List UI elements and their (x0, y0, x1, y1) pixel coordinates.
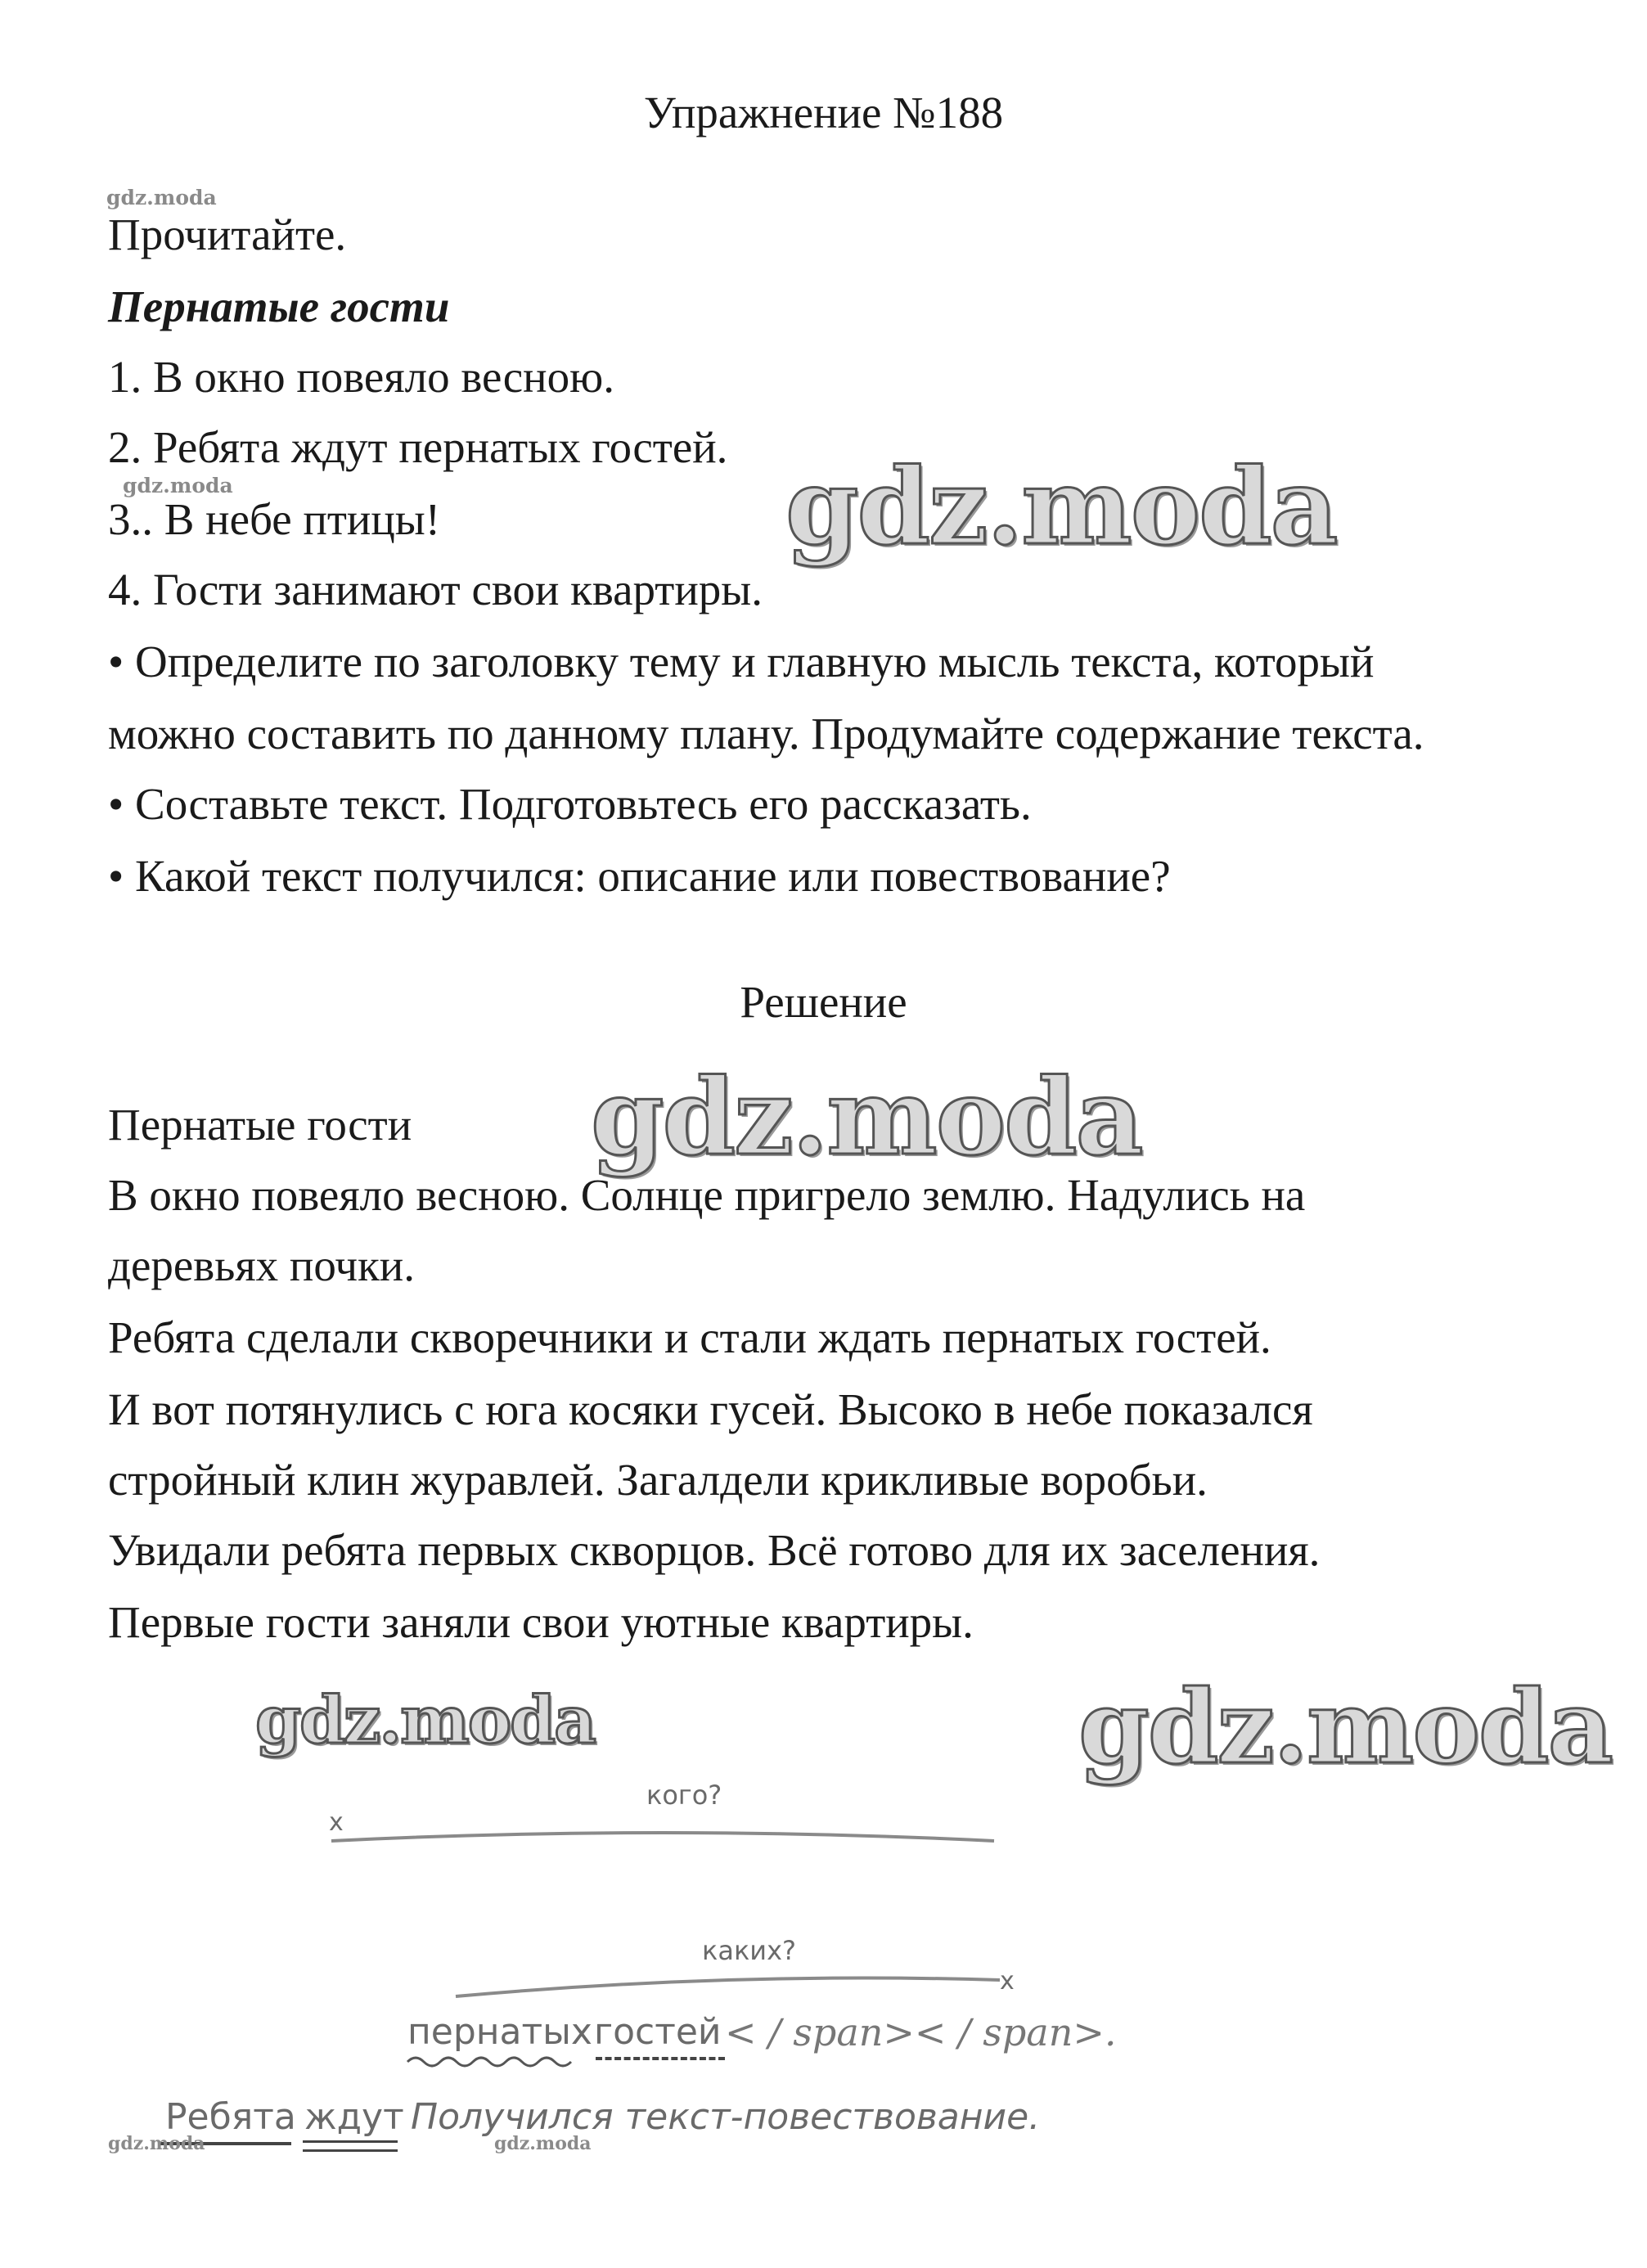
arc-mid (452, 1964, 1008, 2013)
conclusion-text: Получился текст-повествование. (411, 2096, 1041, 2138)
solution-line: стройный клин журавлей. Загалдели крикливые воробьи. (108, 1455, 1208, 1505)
task-bullet: • Определите по заголовку тему и главную мысль текста, который (108, 637, 1375, 686)
task-heading: Пернатые гости (108, 281, 450, 331)
word-gostei: гостей (594, 2011, 722, 2053)
wavy-underline (406, 2052, 573, 2072)
broken-markup-text: < / span>< / span>. (725, 2010, 1117, 2054)
solution-line: Ребята сделали скворечники и стали ждать пернатых гостей. (108, 1312, 1271, 1362)
plan-item: 4. Гости занимают свои квартиры. (108, 565, 763, 614)
task-bullet: • Какой текст получился: описание или повествование? (108, 851, 1171, 901)
watermark-small: gdz.moda (106, 186, 217, 209)
solution-line: деревьях почки. (108, 1240, 415, 1290)
page-title: Упражнение №188 (643, 88, 1004, 137)
plan-item: 3.. В небе птицы! (108, 494, 441, 544)
arc-top (327, 1808, 998, 1857)
question-label-top: кого? (646, 1780, 722, 1811)
watermark-small: gdz.moda (494, 2133, 592, 2154)
watermark-small: gdz.moda (123, 474, 233, 497)
solution-label: Решение (740, 977, 907, 1027)
x-mark-mid: x (1000, 1967, 1015, 1996)
x-mark-top: x (329, 1808, 344, 1837)
watermark-small: gdz.moda (108, 2133, 205, 2154)
word-rebyata: Ребята (165, 2096, 296, 2138)
solution-line: Первые гости заняли свои уютные квартиры. (108, 1597, 974, 1647)
solution-line: В окно повеяло весною. Солнце пригрело землю. Надулись на (108, 1170, 1306, 1220)
task-bullet: • Составьте текст. Подготовьтесь его рассказать. (108, 779, 1032, 829)
watermark-large: gdz.moda (1078, 1668, 1612, 1787)
watermark-large: gdz.moda (255, 1681, 595, 1758)
word-zhdut: ждут (304, 2096, 404, 2138)
word-pernatykh: пернатых (407, 2011, 592, 2053)
question-label-mid: каких? (702, 1935, 796, 1966)
solution-heading: Пернатые гости (108, 1100, 412, 1150)
solution-line: Увидали ребята первых скворцов. Всё готово для их заселения. (108, 1525, 1321, 1575)
double-underline (303, 2140, 398, 2152)
watermark-large: gdz.moda (591, 1056, 1142, 1179)
watermark-large: gdz.moda (785, 446, 1337, 569)
plan-item: 2. Ребята ждут пернатых гостей. (108, 422, 728, 472)
dashed-underline (596, 2057, 725, 2060)
solution-line: И вот потянулись с юга косяки гусей. Высоко в небе показался (108, 1384, 1313, 1434)
plan-item: 1. В окно повеяло весною. (108, 352, 614, 402)
task-bullet: можно составить по данному плану. Продумайте содержание текста. (108, 709, 1424, 758)
task-intro: Прочитайте. (108, 209, 347, 259)
